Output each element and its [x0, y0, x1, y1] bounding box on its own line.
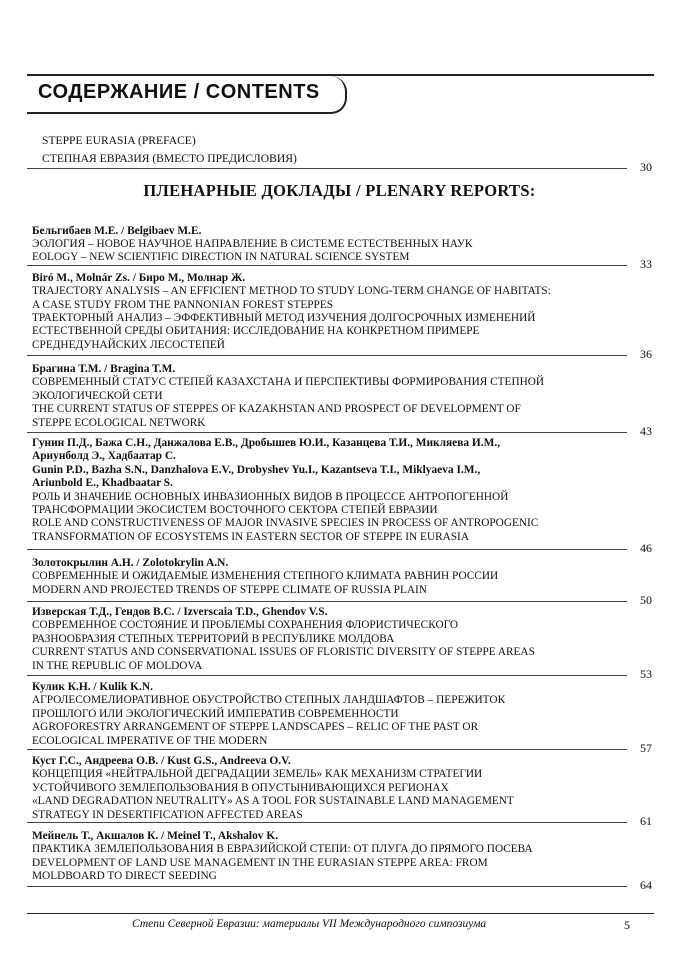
entry-title-line: TRANSFORMATION OF ECOSYSTEMS IN EASTERN SECTOR OF STEPPE IN EURASIA: [32, 530, 469, 543]
entry-title-line: «LAND DEGRADATION NEUTRALITY» AS A TOOL FOR SUSTAINABLE LAND MANAGEMENT: [32, 795, 514, 808]
entry-title-line: IN THE REPUBLIC OF MOLDOVA: [32, 659, 203, 672]
entry-title-line: СОВРЕМЕННЫЕ И ОЖИДАЕМЫЕ ИЗМЕНЕНИЯ СТЕПНОГО КЛИМАТА РАВНИН РОССИИ: [32, 570, 499, 583]
entry-page-number: 33: [640, 257, 652, 271]
entry-authors: Мейнель Т., Акшалов К. / Meinel T., Akshalov K.: [32, 830, 279, 842]
preface-page-number: 30: [640, 160, 652, 174]
entry-title-line: STEPPE ECOLOGICAL NETWORK: [32, 416, 206, 429]
entry-title-line: СОВРЕМЕННОЕ СОСТОЯНИЕ И ПРОБЛЕМЫ СОХРАНЕНИЯ ФЛОРИСТИЧЕСКОГО: [32, 619, 459, 632]
entry-title-line: TRAJECTORY ANALYSIS – AN EFFICIENT METHOD TO STUDY LONG-TERM CHANGE OF HABITATS:: [32, 285, 551, 298]
entry-authors: Gunin P.D., Bazha S.N., Danzhalova E.V., Drobyshev Yu.I., Kazantseva T.I., Miklyaeva I.M.,: [32, 463, 481, 476]
entry-title-line: MOLDBOARD TO DIRECT SEEDING: [32, 870, 217, 883]
entry-authors: Изверская Т.Д., Гендов В.С. / Izverscaia T.D., Ghendov V.S.: [32, 606, 328, 618]
entry-separator: [27, 355, 627, 356]
entry-title-line: AGROFORESTRY ARRANGEMENT OF STEPPE LANDSCAPES – RELIC OF THE PAST OR: [32, 721, 479, 734]
entry-separator: [27, 432, 627, 433]
entry-title-line: УСТОЙЧИВОГО ЗЕМЛЕПОЛЬЗОВАНИЯ В ОПУСТЫНИВАЮЩИХСЯ РЕГИОНАХ: [32, 781, 449, 794]
section-title: ПЛЕНАРНЫЕ ДОКЛАДЫ / PLENARY REPORTS:: [143, 181, 536, 200]
entry-title-line: ТРАЕКТОРНЫЙ АНАЛИЗ – ЭФФЕКТИВНЫЙ МЕТОД ИЗУЧЕНИЯ ДОЛГОСРОЧНЫХ ИЗМЕНЕНИЙ: [32, 311, 536, 324]
entry-page-number: 50: [640, 593, 652, 607]
entry-separator: [27, 549, 627, 550]
entry-title-line: ПРОШЛОГО ИЛИ ЭКОЛОГИЧЕСКИЙ ИМПЕРАТИВ СОВРЕМЕННОСТИ: [32, 707, 399, 720]
entry-separator: [27, 822, 627, 823]
footer-text: Степи Северной Евразии: материалы VII Международного симпозиума: [132, 918, 487, 930]
entry-title-line: STRATEGY IN DESERTIFICATION AFFECTED AREAS: [32, 808, 303, 821]
entry-authors: Кулик К.Н. / Kulik K.N.: [32, 681, 153, 693]
entry-authors: Бельгибаев М.Е. / Belgibaev M.E.: [32, 225, 202, 237]
entry-separator: [27, 749, 627, 750]
entry-title-line: ЭОЛОГИЯ – НОВОЕ НАУЧНОЕ НАПРАВЛЕНИЕ В СИСТЕМЕ ЕСТЕСТВЕННЫХ НАУК: [32, 238, 473, 251]
entry-page-number: 57: [640, 741, 652, 755]
entry-page-number: 36: [640, 347, 652, 361]
footer-page-number: 5: [624, 918, 630, 932]
entry-title-line: ROLE AND CONSTRUCTIVENESS OF MAJOR INVASIVE SPECIES IN PROCESS OF ANTROPOGENIC: [32, 517, 539, 530]
entry-title-line: РОЛЬ И ЗНАЧЕНИЕ ОСНОВНЫХ ИНВАЗИОННЫХ ВИДОВ В ПРОЦЕССЕ АНТРОПОГЕННОЙ: [32, 490, 509, 503]
entry-title-line: КОНЦЕПЦИЯ «НЕЙТРАЛЬНОЙ ДЕГРАДАЦИИ ЗЕМЕЛЬ» КАК МЕХАНИЗМ СТРАТЕГИИ: [32, 768, 483, 781]
entry-title-line: СОВРЕМЕННЫЙ СТАТУС СТЕПЕЙ КАЗАХСТАНА И ПЕРСПЕКТИВЫ ФОРМИРОВАНИЯ СТЕПНОЙ: [32, 376, 545, 389]
entry-page-number: 61: [640, 814, 652, 828]
entry-title-line: АГРОЛЕСОМЕЛИОРАТИВНОЕ ОБУСТРОЙСТВО СТЕПНЫХ ЛАНДШАФТОВ – ПЕРЕЖИТОК: [32, 694, 506, 707]
entry-title-line: ЭКОЛОГИЧЕСКОЙ СЕТИ: [32, 389, 163, 402]
entry-page-number: 43: [640, 424, 652, 438]
preface-title-ru: СТЕПНАЯ ЕВРАЗИЯ (ВМЕСТО ПРЕДИСЛОВИЯ): [42, 152, 297, 165]
footer-rule: [27, 913, 654, 914]
entry-authors: Куст Г.С., Андреева О.В. / Kust G.S., Andreeva O.V.: [32, 755, 291, 767]
preface-title-en: STEPPE EURASIA (PREFACE): [42, 134, 196, 147]
entry-title-line: ECOLOGICAL IMPERATIVE OF THE MODERN: [32, 734, 268, 747]
entry-title-line: DEVELOPMENT OF LAND USE MANAGEMENT IN THE EURASIAN STEPPE AREA: FROM: [32, 856, 488, 869]
entry-title-line: ЕСТЕСТВЕННОЙ СРЕДЫ ОБИТАНИЯ: ИССЛЕДОВАНИЕ НА КОНКРЕТНОМ ПРИМЕРЕ: [32, 325, 480, 338]
entry-title-line: СРЕДНЕДУНАЙСКИХ ЛЕСОСТЕПЕЙ: [32, 338, 225, 351]
entry-title-line: EOLOGY – NEW SCIENTIFIC DIRECTION IN NATURAL SCIENCE SYSTEM: [32, 251, 410, 264]
entry-title-line: ПРАКТИКА ЗЕМЛЕПОЛЬЗОВАНИЯ В ЕВРАЗИЙСКОЙ СТЕПИ: ОТ ПЛУГА ДО ПРЯМОГО ПОСЕВА: [32, 843, 533, 856]
preface-separator: [27, 168, 627, 169]
entry-authors: Гунин П.Д., Бажа С.Н., Данжалова Е.В., Дробышев Ю.И., Казанцева Т.И., Микляева И.М.,: [32, 437, 501, 449]
entry-authors: Золотокрылин А.Н. / Zolotokrylin A.N.: [32, 557, 229, 569]
entry-authors: Брагина Т.М. / Bragina T.M.: [32, 363, 176, 375]
page-heading: СОДЕРЖАНИЕ / CONTENTS: [38, 81, 320, 103]
entry-authors: Biró M., Molnár Zs. / Биро М., Молнар Ж.: [32, 272, 246, 284]
entry-separator: [27, 886, 627, 887]
entry-page-number: 46: [640, 541, 652, 555]
entry-title-line: THE CURRENT STATUS OF STEPPES OF KAZAKHSTAN AND PROSPECT OF DEVELOPMENT OF: [32, 403, 521, 416]
entry-separator: [27, 675, 627, 676]
entry-title-line: A CASE STUDY FROM THE PANNONIAN FOREST STEPPES: [32, 298, 333, 311]
entry-authors: Ariunbold E., Khadbaatar S.: [32, 477, 173, 490]
entry-separator: [27, 601, 627, 602]
entry-page-number: 64: [640, 878, 652, 892]
entry-page-number: 53: [640, 667, 652, 681]
entry-title-line: MODERN AND PROJECTED TRENDS OF STEPPE CLIMATE OF RUSSIA PLAIN: [32, 583, 427, 596]
entry-authors: Ариунболд Э., Хадбаатар С.: [32, 450, 176, 463]
entry-separator: [27, 265, 627, 266]
entry-title-line: CURRENT STATUS AND CONSERVATIONAL ISSUES OF FLORISTIC DIVERSITY OF STEPPE AREAS: [32, 646, 535, 659]
entry-title-line: РАЗНООБРАЗИЯ СТЕПНЫХ ТЕРРИТОРИЙ В РЕСПУБЛИКЕ МОЛДОВА: [32, 632, 395, 645]
entry-title-line: ТРАНСФОРМАЦИИ ЭКОСИСТЕМ ВОСТОЧНОГО СЕКТОРА СТЕПЕЙ ЕВРАЗИИ: [32, 504, 438, 516]
